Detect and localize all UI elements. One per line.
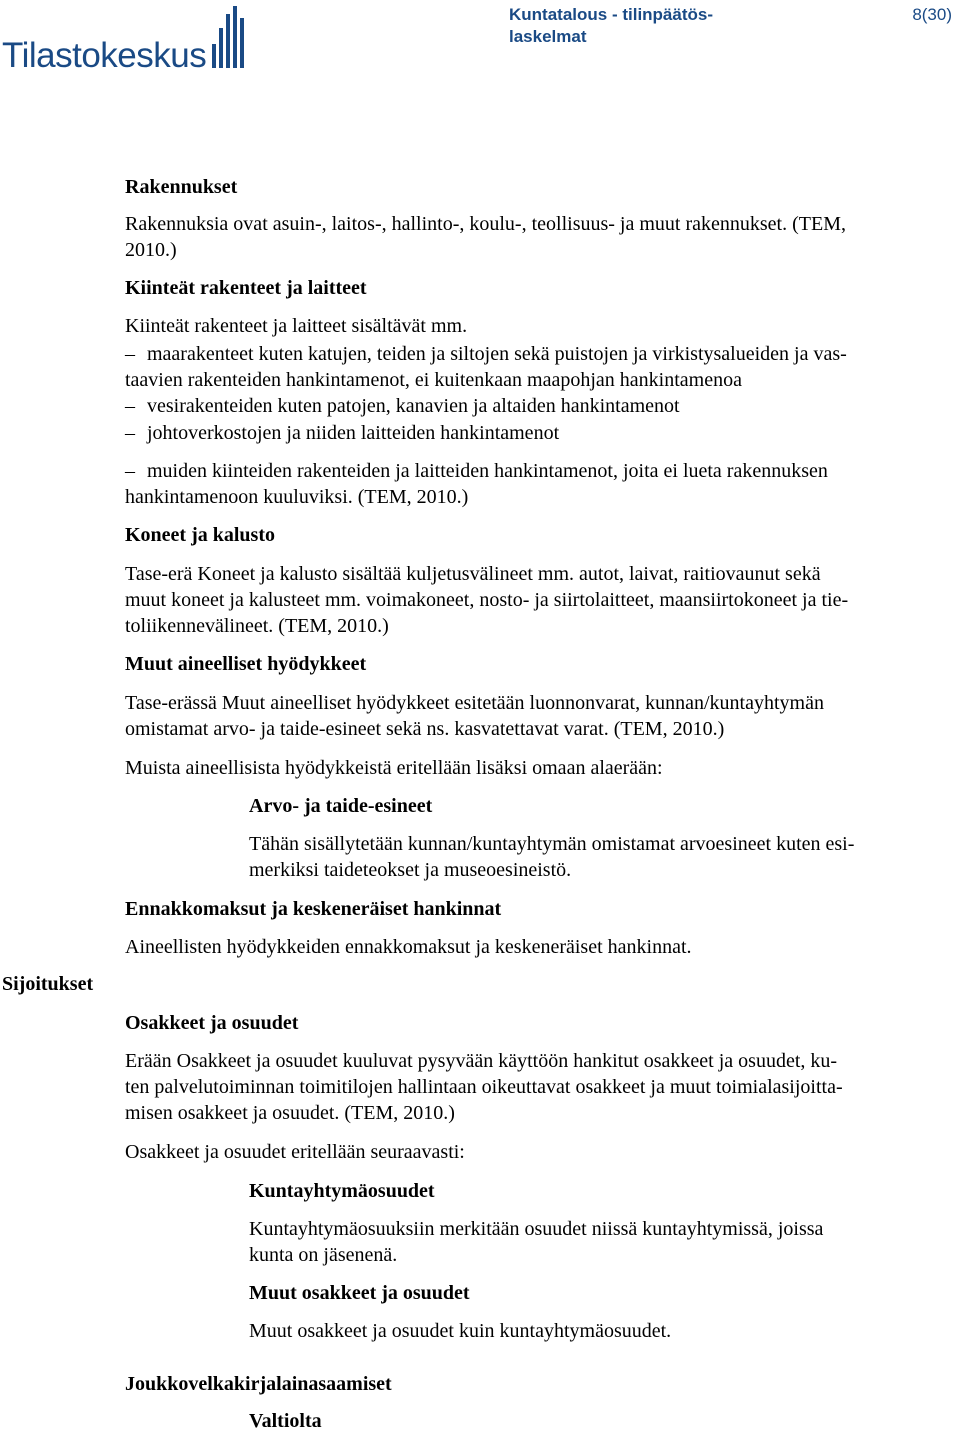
subheading-kuntayhtymaosuudet: Kuntayhtymäosuudet	[249, 1180, 435, 1202]
heading-kiinteat-rakenteet: Kiinteät rakenteet ja laitteet	[125, 277, 367, 299]
paragraph-line: toliikennevälineet. (TEM, 2010.)	[125, 615, 389, 637]
paragraph-line: Kuntayhtymäosuuksiin merkitään osuudet niissä kuntayhtymissä, joissa	[249, 1218, 824, 1240]
heading-koneet-ja-kalusto: Koneet ja kalusto	[125, 524, 275, 546]
paragraph-line: Kiinteät rakenteet ja laitteet sisältävät mm.	[125, 315, 468, 337]
heading-rakennukset: Rakennukset	[125, 176, 238, 198]
subheading-muut-osakkeet: Muut osakkeet ja osuudet	[249, 1282, 470, 1304]
bullet-text: muiden kiinteiden rakenteiden ja laitteiden hankintamenot, joita ei lueta rakennuksen	[147, 460, 828, 482]
section-label-sijoitukset: Sijoitukset	[2, 973, 94, 995]
paragraph-line: merkiksi taideteokset ja museoesineistö.	[249, 859, 572, 881]
dash-bullet: –	[125, 422, 135, 444]
logo-wordmark: Tilastokeskus	[2, 36, 207, 75]
dash-bullet: –	[125, 460, 135, 482]
subheading-valtiolta: Valtiolta	[249, 1410, 322, 1432]
bullet-text: vesirakenteiden kuten patojen, kanavien ja altaiden hankintamenot	[147, 395, 680, 417]
bullet-item	[125, 341, 847, 368]
bullet-item	[125, 458, 828, 485]
paragraph-line: Osakkeet ja osuudet eritellään seuraavasti:	[125, 1141, 465, 1163]
tilastokeskus-logo	[0, 4, 260, 76]
paragraph-line: omistamat arvo- ja taide-esineet sekä ns. kasvatettavat varat. (TEM, 2010.)	[125, 718, 725, 740]
bullet-text: maarakenteet kuten katujen, teiden ja siltojen sekä puistojen ja virkistysalueiden ja vas-	[147, 343, 847, 365]
bullet-text: johtoverkostojen ja niiden laitteiden hankintamenot	[147, 422, 560, 444]
paragraph-line: hankintamenoon kuuluviksi. (TEM, 2010.)	[125, 486, 469, 508]
paragraph-line: muut koneet ja kalusteet mm. voimakoneet, nosto- ja siirtolaitteet, maansiirtokoneet ja tie-	[125, 589, 849, 611]
paragraph-line: taavien rakenteiden hankintamenot, ei kuitenkaan maapohjan hankintamenoa	[125, 369, 742, 391]
bullet-item	[125, 420, 559, 447]
heading-muut-aineelliset-hyodykkeet: Muut aineelliset hyödykkeet	[125, 653, 367, 675]
paragraph-line: Muut osakkeet ja osuudet kuin kuntayhtymäosuudet.	[249, 1320, 672, 1342]
subheading-arvo-ja-taide-esineet: Arvo- ja taide-esineet	[249, 795, 433, 817]
bullet-item	[125, 393, 680, 420]
paragraph-line: Rakennuksia ovat asuin-, laitos-, hallinto-, koulu-, teollisuus- ja muut rakennukset. (TEM,	[125, 213, 846, 235]
paragraph-line: Aineellisten hyödykkeiden ennakkomaksut ja keskeneräiset hankinnat.	[125, 936, 692, 958]
heading-ennakkomaksut: Ennakkomaksut ja keskeneräiset hankinnat	[125, 898, 502, 920]
paragraph-line: Tase-erä Koneet ja kalusto sisältää kuljetusvälineet mm. autot, laivat, raitiovaunut sekä	[125, 563, 821, 585]
document-title: Kuntatalous - tilinpäätös-laskelmat	[509, 5, 713, 46]
heading-osakkeet-ja-osuudet: Osakkeet ja osuudet	[125, 1012, 299, 1034]
dash-bullet: –	[125, 395, 135, 417]
paragraph-line: misen osakkeet ja osuudet. (TEM, 2010.)	[125, 1102, 455, 1124]
paragraph-line: Tähän sisällytetään kunnan/kuntayhtymän omistamat arvoesineet kuten esi-	[249, 833, 855, 855]
heading-joukkovelkakirjalainasaamiset: Joukkovelkakirjalainasaamiset	[125, 1373, 392, 1395]
paragraph-line: kunta on jäsenenä.	[249, 1244, 398, 1266]
paragraph-line: 2010.)	[125, 239, 177, 261]
bar-chart-logo-icon	[212, 4, 252, 68]
paragraph-line: Muista aineellisista hyödykkeistä eritellään lisäksi omaan alaerään:	[125, 757, 663, 779]
paragraph-line: Erään Osakkeet ja osuudet kuuluvat pysyvään käyttöön hankitut osakkeet ja osuudet, ku-	[125, 1050, 838, 1072]
paragraph-line: ten palvelutoiminnan toimitilojen hallintaan oikeuttavat osakkeet ja muut toimialasijoitta-	[125, 1076, 843, 1098]
dash-bullet: –	[125, 343, 135, 365]
paragraph-line: Tase-erässä Muut aineelliset hyödykkeet esitetään luonnonvarat, kunnan/kuntayhtymän	[125, 692, 824, 714]
page-number: 8(30)	[912, 5, 952, 24]
